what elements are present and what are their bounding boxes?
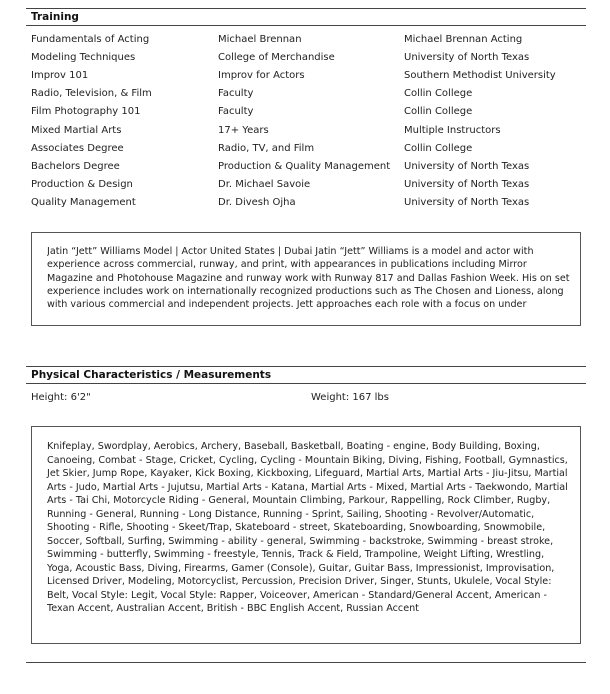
training-row <box>31 121 591 139</box>
training-table-body <box>31 30 591 212</box>
training-title-rule <box>26 25 586 26</box>
training-row <box>31 194 591 212</box>
training-course: Associates Degree <box>31 142 124 154</box>
training-row <box>31 139 591 157</box>
training-institution: Southern Methodist University <box>404 69 556 81</box>
training-institution: University of North Texas <box>404 179 530 191</box>
training-course: Radio, Television, & Film <box>31 88 152 100</box>
training-course: Film Photography 101 <box>31 106 141 118</box>
training-course: Production & Design <box>31 179 133 191</box>
training-instructor: Dr. Michael Savoie <box>218 179 311 191</box>
training-instructor: College of Merchandise <box>218 51 335 63</box>
training-institution: University of North Texas <box>404 160 530 172</box>
training-instructor: Radio, TV, and Film <box>218 142 315 154</box>
training-institution: University of North Texas <box>404 51 530 63</box>
training-instructor: Improv for Actors <box>218 69 305 81</box>
training-row <box>31 157 591 175</box>
training-course: Fundamentals of Acting <box>31 33 150 45</box>
training-instructor: Faculty <box>218 106 254 118</box>
training-institution: University of North Texas <box>404 197 530 209</box>
training-table <box>31 30 591 212</box>
bio-box <box>31 232 581 326</box>
bio-text: Jatin “Jett” Williams Model | Actor United States | Dubai Jatin “Jett” Williams is a model and actor with experience across commercial, runway, and print, with appearances in publications including Mirror Magazine and Photohouse Magazine and runway work with Runway 817 and Dallas Fashion Week. His on set experience includes work on internationally recognized productions such as The Chosen and Lioness, along with various commercial and independent projects. Jett approaches each role with a focus on under <box>47 246 570 311</box>
physical-top-rule <box>26 366 586 367</box>
training-course: Improv 101 <box>31 69 89 81</box>
training-course: Quality Management <box>31 197 136 209</box>
bottom-rule <box>26 662 586 663</box>
training-institution: Multiple Instructors <box>404 124 501 136</box>
training-institution: Michael Brennan Acting <box>404 33 523 45</box>
skills-box <box>31 426 581 644</box>
skills-text: Knifeplay, Swordplay, Aerobics, Archery, Baseball, Basketball, Boating - engine, Body Building, Boxing, Canoeing, Combat - Stage, Cricket, Cycling, Cycling - Mountain Biking, Diving, Fishing, Football, Gymnastics, Jet Skier, Jump Rope, Kayaker, Kick Boxing, Kickboxing, Lifeguard, Martial Arts, Martial Arts - Jiu-Jitsu, Martial Arts - Judo, Martial Arts - Jujutsu, Martial Arts - Katana, Martial Arts - Mixed, Martial Arts - Taekwondo, Martial Arts - Tai Chi, Motorcycle Riding - General, Mountain Climbing, Parkour, Rappelling, Rock Climber, Rugby, Running - General, Running - Long Distance, Running - Sprint, Sailing, Shooting - Revolver/Automatic, Shooting - Rifle, Shooting - Skeet/Trap, Skateboard - street, Skateboarding, Snowboarding, Snowmobile, Soccer, Softball, Surfing, Swimming - ability - general, Swimming - backstroke, Swimming - breast stroke, Swimming - butterfly, Swimming - freestyle, Tennis, Track & Field, Trampoline, Weight Lifting, Wrestling, Yoga, Acoustic Bass, Diving, Firearms, Gamer (Console), Guitar, Guitar Bass, Impressionist, Improvisation, Licensed Driver, Modeling, Motorcyclist, Percussion, Precision Driver, Singer, Stunts, Ukulele, Vocal Style: Belt, Vocal Style: Legit, Vocal Style: Rapper, Voiceover, American - Standard/General Accent, American - Texan Accent, Australian Accent, British - BBC English Accent, Russian Accent <box>47 441 568 614</box>
physical-title: Physical Characteristics / Measurements <box>31 369 272 381</box>
training-course: Bachelors Degree <box>31 160 120 172</box>
training-row <box>31 85 591 103</box>
height-value: Height: 6'2" <box>31 392 91 403</box>
training-institution: Collin College <box>404 88 473 100</box>
training-course: Mixed Martial Arts <box>31 124 122 136</box>
training-row <box>31 30 591 48</box>
training-row <box>31 48 591 66</box>
training-row <box>31 103 591 121</box>
training-instructor: Production & Quality Management <box>218 160 391 172</box>
training-instructor: Michael Brennan <box>218 33 302 45</box>
training-row <box>31 66 591 84</box>
training-title: Training <box>31 11 79 23</box>
training-institution: Collin College <box>404 106 473 118</box>
physical-title-rule <box>26 383 586 384</box>
training-course: Modeling Techniques <box>31 51 136 63</box>
training-instructor: Dr. Divesh Ojha <box>218 197 296 209</box>
weight-value: Weight: 167 lbs <box>311 392 389 403</box>
training-instructor: Faculty <box>218 88 254 100</box>
training-top-rule <box>26 8 586 9</box>
training-row <box>31 176 591 194</box>
training-instructor: 17+ Years <box>218 124 269 136</box>
training-institution: Collin College <box>404 142 473 154</box>
